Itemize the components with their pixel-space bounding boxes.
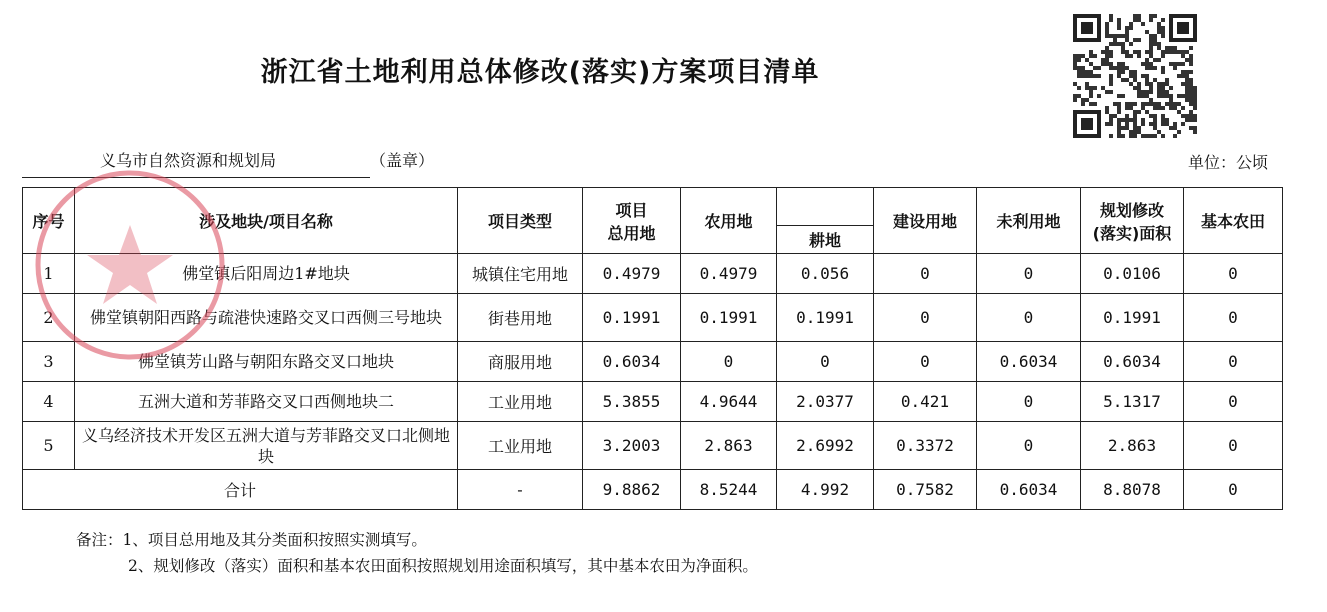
cell-agri: 0 bbox=[681, 342, 777, 382]
cell-name: 五洲大道和芳菲路交叉口西侧地块二 bbox=[75, 382, 458, 422]
cell-basic-farmland: 0 bbox=[1184, 422, 1283, 470]
table-row bbox=[23, 294, 1283, 342]
cell-index: 2 bbox=[23, 294, 75, 342]
notes-block bbox=[76, 527, 758, 579]
cell-construction: 0 bbox=[874, 294, 977, 342]
signature-line bbox=[22, 177, 370, 178]
cell-unused: 0.6034 bbox=[977, 342, 1081, 382]
header-planning: 规划修改 (落实)面积 bbox=[1081, 188, 1184, 254]
cell-type: 工业用地 bbox=[458, 422, 583, 470]
cell-unused: 0 bbox=[977, 422, 1081, 470]
cell-arable: 0.056 bbox=[777, 254, 874, 294]
cell-unused: 0 bbox=[977, 382, 1081, 422]
cell-total: 0.4979 bbox=[583, 254, 681, 294]
cell-total: 3.2003 bbox=[583, 422, 681, 470]
project-table bbox=[22, 187, 1283, 510]
document-title: 浙江省土地利用总体修改(落实)方案项目清单 bbox=[260, 57, 820, 88]
header-arable: 耕地 bbox=[777, 226, 874, 254]
cell-arable: 0 bbox=[777, 342, 874, 382]
cell-agri: 0.1991 bbox=[681, 294, 777, 342]
total-unused: 0.6034 bbox=[977, 470, 1081, 510]
header-name: 涉及地块/项目名称 bbox=[75, 188, 458, 254]
cell-index: 1 bbox=[23, 254, 75, 294]
total-basic-farmland: 0 bbox=[1184, 470, 1283, 510]
table-row bbox=[23, 342, 1283, 382]
unit-label: 单位：公顷 bbox=[1188, 153, 1269, 172]
cell-unused: 0 bbox=[977, 294, 1081, 342]
cell-total: 5.3855 bbox=[583, 382, 681, 422]
header-agri-empty bbox=[777, 188, 874, 226]
total-label: 合计 bbox=[23, 470, 458, 510]
header-total: 项目 总用地 bbox=[583, 188, 681, 254]
header-row bbox=[23, 188, 1283, 226]
header-construction: 建设用地 bbox=[874, 188, 977, 254]
cell-type: 工业用地 bbox=[458, 382, 583, 422]
qr-code bbox=[1073, 14, 1197, 138]
note-1: 备注：1、项目总用地及其分类面积按照实测填写。 bbox=[76, 531, 427, 549]
table-row bbox=[23, 422, 1283, 470]
cell-total: 0.1991 bbox=[583, 294, 681, 342]
cell-basic-farmland: 0 bbox=[1184, 382, 1283, 422]
cell-agri: 2.863 bbox=[681, 422, 777, 470]
cell-total: 0.6034 bbox=[583, 342, 681, 382]
organization-name: 义乌市自然资源和规划局 bbox=[100, 151, 277, 170]
cell-arable: 2.0377 bbox=[777, 382, 874, 422]
total-agri: 8.5244 bbox=[681, 470, 777, 510]
total-construction: 0.7582 bbox=[874, 470, 977, 510]
cell-agri: 4.9644 bbox=[681, 382, 777, 422]
cell-basic-farmland: 0 bbox=[1184, 294, 1283, 342]
cell-construction: 0 bbox=[874, 254, 977, 294]
total-row bbox=[23, 470, 1283, 510]
cell-planning: 2.863 bbox=[1081, 422, 1184, 470]
header-agri: 农用地 bbox=[681, 188, 777, 254]
cell-name: 佛堂镇芳山路与朝阳东路交叉口地块 bbox=[75, 342, 458, 382]
total-planning: 8.8078 bbox=[1081, 470, 1184, 510]
seal-note: （盖章） bbox=[370, 151, 435, 170]
cell-unused: 0 bbox=[977, 254, 1081, 294]
cell-construction: 0.421 bbox=[874, 382, 977, 422]
cell-type: 街巷用地 bbox=[458, 294, 583, 342]
total-total: 9.8862 bbox=[583, 470, 681, 510]
header-index: 序号 bbox=[23, 188, 75, 254]
cell-basic-farmland: 0 bbox=[1184, 342, 1283, 382]
cell-name: 佛堂镇朝阳西路与疏港快速路交叉口西侧三号地块 bbox=[75, 294, 458, 342]
cell-planning: 0.0106 bbox=[1081, 254, 1184, 294]
cell-basic-farmland: 0 bbox=[1184, 254, 1283, 294]
total-type: - bbox=[458, 470, 583, 510]
note-2: 2、规划修改（落实）面积和基本农田面积按照规划用途面积填写，其中基本农田为净面积。 bbox=[128, 557, 758, 575]
cell-index: 5 bbox=[23, 422, 75, 470]
cell-construction: 0 bbox=[874, 342, 977, 382]
cell-planning: 0.6034 bbox=[1081, 342, 1184, 382]
cell-name: 佛堂镇后阳周边1#地块 bbox=[75, 254, 458, 294]
cell-arable: 0.1991 bbox=[777, 294, 874, 342]
cell-name: 义乌经济技术开发区五洲大道与芳菲路交叉口北侧地块 bbox=[75, 422, 458, 470]
cell-index: 4 bbox=[23, 382, 75, 422]
header-unused: 未利用地 bbox=[977, 188, 1081, 254]
cell-type: 城镇住宅用地 bbox=[458, 254, 583, 294]
cell-construction: 0.3372 bbox=[874, 422, 977, 470]
cell-arable: 2.6992 bbox=[777, 422, 874, 470]
cell-index: 3 bbox=[23, 342, 75, 382]
total-arable: 4.992 bbox=[777, 470, 874, 510]
table-row bbox=[23, 254, 1283, 294]
header-type: 项目类型 bbox=[458, 188, 583, 254]
cell-planning: 0.1991 bbox=[1081, 294, 1184, 342]
header-basic-farmland: 基本农田 bbox=[1184, 188, 1283, 254]
table-row bbox=[23, 382, 1283, 422]
cell-type: 商服用地 bbox=[458, 342, 583, 382]
cell-agri: 0.4979 bbox=[681, 254, 777, 294]
cell-planning: 5.1317 bbox=[1081, 382, 1184, 422]
